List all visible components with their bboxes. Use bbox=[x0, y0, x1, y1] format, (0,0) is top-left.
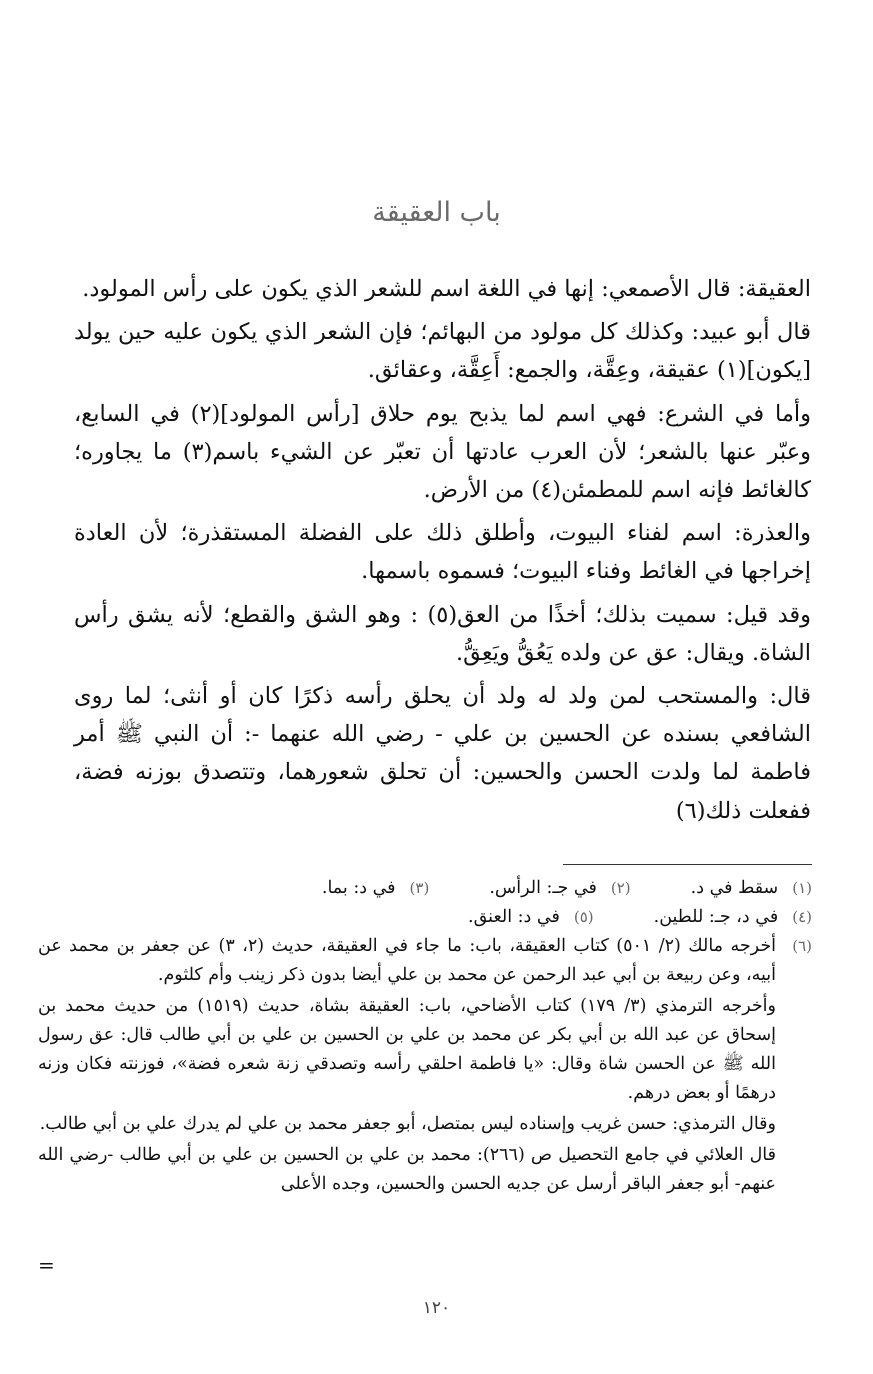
footnote-text: في د: بما. bbox=[321, 878, 396, 898]
footnote-number: (٤) bbox=[792, 908, 812, 926]
footnote-paragraph: وأخرجه الترمذي (٣/ ١٧٩) كتاب الأضاحي، باب: العقيقة بشاة، حديث (١٥١٩) من حديث محمد بن إسحاق عن عبد الله بن أبي بكر عن محمد بن علي بن الحسين بن علي بن أبي طالب قال: عق رسول الله ﷺ عن الحسن شاة وقال: «يا فاطمة احلقي رأسه وتصدقي زنة شعره فضة»، فوزنته فكان وزنه درهمًا أو بعض درهم. bbox=[38, 996, 776, 1103]
footnote-paragraphs bbox=[38, 932, 776, 1199]
page-number: ١٢٠ bbox=[422, 1298, 451, 1318]
footnote-paragraph: قال العلائي في جامع التحصيل ص (٢٦٦): محمد بن علي بن الحسين بن علي بن أبي طالب -رضي الله عنهم- أبو جعفر الباقر أرسل عن جديه الحسن والحسين، وجده الأعلى bbox=[38, 1145, 776, 1194]
footnote bbox=[691, 874, 812, 903]
footnote-text: سقط في د. bbox=[690, 878, 779, 898]
footnote-row bbox=[38, 903, 812, 932]
paragraph: وأما في الشرع: فهي اسم لما يذبح يوم حلاق [رأس المولود](٢) في السابع، وعبّر عنها بالشعر؛ لأن العرب عادتها أن تعبّر عن الشيء باسم(٣) ما يجاوره؛ كالغائط فإنه اسم للمطمئن(٤) من الأرض. bbox=[74, 400, 812, 504]
footnote-divider bbox=[563, 864, 812, 865]
footnote-number: (١) bbox=[792, 879, 812, 897]
footnote-text: في جـ: الرأس. bbox=[489, 878, 597, 898]
paragraph: العقيقة: قال الأصمعي: إنها في اللغة اسم للشعر الذي يكون على رأس المولود. bbox=[82, 276, 811, 302]
chapter-title: باب العقيقة bbox=[372, 197, 501, 228]
footnotes bbox=[38, 874, 812, 1199]
main-text bbox=[74, 270, 811, 830]
footnote bbox=[489, 874, 630, 903]
footnote-long bbox=[38, 932, 812, 1199]
footnote bbox=[654, 903, 812, 932]
footnote-number: (٣) bbox=[409, 879, 430, 897]
footnote-row bbox=[38, 874, 812, 903]
paragraph: قال أبو عبيد: وكذلك كل مولود من البهائم؛ فإن الشعر الذي يكون عليه حين يولد [يكون](١) عقيقة، وعِقَّة، والجمع: أَعِقَّة، وعقائق. bbox=[74, 319, 811, 384]
footnote-text: في د: العنق. bbox=[468, 907, 560, 927]
paragraph: والعذرة: اسم لفناء البيوت، وأطلق ذلك على الفضلة المستقذرة؛ لأن العادة إخراجها في الغائط وفناء البيوت؛ فسموه باسمها. bbox=[74, 520, 811, 585]
paragraph: وقد قيل: سميت بذلك؛ أخذًا من العق(٥) : وهو الشق والقطع؛ لأنه يشق رأس الشاة. ويقال: عق عن ولده يَعُقُّ ويَعِقُّ. bbox=[74, 601, 812, 666]
continuation-mark: = bbox=[38, 1253, 55, 1277]
footnote-number: (٦) bbox=[792, 937, 812, 955]
footnote-text: في د، جـ: للطين. bbox=[653, 907, 779, 927]
footnote-number: (٢) bbox=[610, 879, 631, 897]
footnote-paragraph: وقال الترمذي: حسن غريب وإسناده ليس بمتصل، أبو جعفر محمد بن علي لم يدرك علي بن أبي طالب. bbox=[39, 1114, 776, 1134]
paragraph: قال: والمستحب لمن ولد له ولد أن يحلق رأسه ذكرًا كان أو أنثى؛ لما روى الشافعي بسنده عن الحسين بن علي - رضي الله عنهما -: أن النبي ﷺ أمر فاطمة لما ولدت الحسن والحسين: أن تحلق شعورهما، وتتصدق بوزنه فضة، ففعلت ذلك(٦) bbox=[74, 683, 811, 824]
footnote-paragraph: أخرجه مالك (٢/ ٥٠١) كتاب العقيقة، باب: ما جاء في العقيقة، حديث (٢، ٣) عن جعفر بن محمد عن أبيه، وعن ربيعة بن أبي عبد الرحمن عن محمد بن علي أيضا بدون ذكر زينب وأم كلثوم. bbox=[38, 936, 776, 985]
footnote bbox=[322, 874, 429, 903]
footnote-number: (٥) bbox=[573, 908, 594, 926]
footnote bbox=[468, 903, 594, 932]
